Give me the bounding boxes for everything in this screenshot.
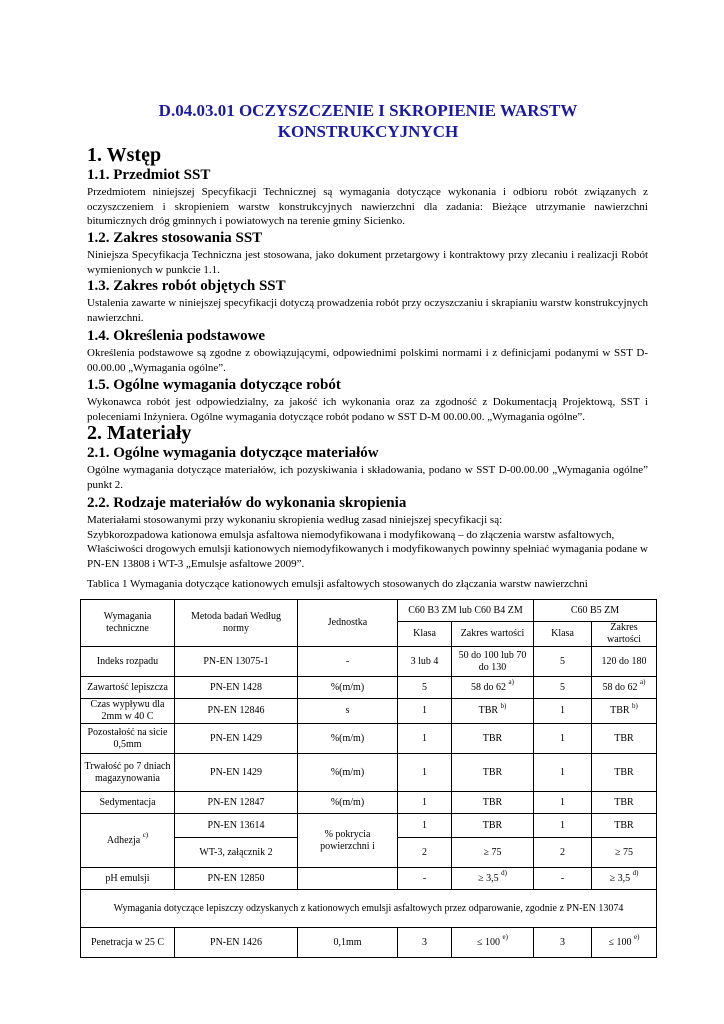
paragraph-1-1: Przedmiotem niniejszej Specyfikacji Technicznej są wymagania dotyczące wykonania i odbioru robót związanych z oczyszczeniem i skropieniem warstw konstrukcyjnych nawierzchni dla zadania: Bieżące utrzymanie nawierzchni bitumicznych dróg gminnych i powiatowych na terenie gminy Sicienko.	[87, 186, 648, 227]
paragraph-2-1: Ogólne wymagania dotyczące materiałów, ich pozyskiwania i składowania, podano w SST D-00.00.00 „Wymagania ogólne” punkt 2.	[87, 464, 648, 491]
cell-klasa: 1	[534, 814, 592, 838]
footnote-mark: e)	[634, 933, 640, 942]
cell-klasa: -	[534, 868, 592, 890]
footnote-mark: d)	[501, 869, 507, 878]
cell-zakres: TBR	[592, 724, 657, 754]
paragraph-1-4: Określenia podstawowe są zgodne z obowiązującymi, odpowiednimi polskimi normami i z definicjami podanymi w SST D-00.00.00 „Wymagania ogólne”.	[87, 347, 648, 374]
cell-klasa: 5	[534, 677, 592, 699]
cell-method: PN-EN 12846	[175, 699, 298, 724]
cell-requirement: Trwałość po 7 dniach magazynowania	[81, 754, 175, 792]
footnote-mark: b)	[632, 701, 638, 710]
cell-method: PN-EN 1429	[175, 724, 298, 754]
cell-klasa: 1	[398, 724, 452, 754]
header-unit: Jednostka	[298, 600, 398, 647]
cell-klasa: 5	[398, 677, 452, 699]
heading-1-5: 1.5. Ogólne wymagania dotyczące robót	[87, 377, 341, 393]
heading-2-2: 2.2. Rodzaje materiałów do wykonania skropienia	[87, 495, 407, 511]
cell-method: PN-EN 1426	[175, 928, 298, 958]
cell-klasa: 1	[534, 754, 592, 792]
cell-requirement: pH emulsji	[81, 868, 175, 890]
table-header-row	[81, 600, 657, 622]
cell-zakres	[592, 699, 657, 724]
cell-klasa: 3	[534, 928, 592, 958]
cell-zakres: TBR	[452, 792, 534, 814]
cell-value: TBR	[610, 705, 630, 716]
heading-1-2: 1.2. Zakres stosowania SST	[87, 230, 263, 246]
header-zakres-2: Zakres wartości	[592, 622, 657, 647]
cell-zakres: 50 do 100 lub 70 do 130	[452, 647, 534, 677]
cell-method: PN-EN 13614	[175, 814, 298, 838]
cell-klasa: 1	[534, 792, 592, 814]
cell-method: WT-3, załącznik 2	[175, 838, 298, 868]
paragraph-2-2-line-3: Właściwości drogowych emulsji kationowych niemodyfikowanych i modyfikowanych powinny spełniać wymagania podane w PN-EN 13808 i WT-3 „Emulsje asfaltowe 2009”.	[87, 543, 648, 570]
cell-requirement: Indeks rozpadu	[81, 647, 175, 677]
cell-zakres	[592, 928, 657, 958]
cell-unit: %(m/m)	[298, 754, 398, 792]
paragraph-1-5: Wykonawca robót jest odpowiedzialny, za jakość ich wykonania oraz za zgodność z Dokumentacją Projektową, SST i poleceniami Inżyniera. Ogólne wymagania dotyczące robót podano w SST D-M 00.00.00. „Wymagania ogólne”.	[87, 396, 648, 423]
cell-klasa: 1	[398, 699, 452, 724]
cell-zakres	[452, 868, 534, 890]
cell-value: ≥ 3,5	[609, 872, 631, 884]
table-row	[81, 724, 657, 754]
cell-value: TBR	[478, 705, 499, 716]
cell-unit: s	[298, 699, 398, 724]
cell-unit: 0,1mm	[298, 928, 398, 958]
cell-zakres	[452, 928, 534, 958]
cell-zakres: 120 do 180	[592, 647, 657, 677]
cell-method: PN-EN 12847	[175, 792, 298, 814]
cell-value: ≤ 100	[477, 936, 501, 948]
heading-2-1: 2.1. Ogólne wymagania dotyczące materiałów	[87, 445, 379, 461]
cell-requirement: Zawartość lepiszcza	[81, 677, 175, 699]
cell-requirement: Pozostałość na sicie 0,5mm	[81, 724, 175, 754]
footnote-mark: a)	[508, 678, 514, 687]
cell-unit: -	[298, 647, 398, 677]
document-title	[80, 100, 656, 142]
requirements-table	[80, 599, 657, 958]
cell-span-note: Wymagania dotyczące lepiszczy odzyskanych z kationowych emulsji asfaltowych przez odparowanie, zgodnie z PN-EN 13074	[81, 890, 657, 928]
cell-zakres: TBR	[592, 792, 657, 814]
table-row	[81, 754, 657, 792]
cell-zakres: ≥ 75	[452, 838, 534, 868]
cell-klasa: 1	[398, 754, 452, 792]
cell-zakres	[592, 677, 657, 699]
title-line-2: KONSTRUKCYJNYCH	[277, 122, 459, 141]
cell-klasa: 1	[534, 699, 592, 724]
table-row	[81, 792, 657, 814]
header-group-2: C60 B5 ZM	[534, 600, 657, 622]
paragraph-1-3: Ustalenia zawarte w niniejszej specyfikacji dotyczą prowadzenia robót przy oczyszczaniu i skrapianiu warstw konstrukcyjnych nawierzchni.	[87, 297, 648, 324]
cell-method: PN-EN 12850	[175, 868, 298, 890]
table-row	[81, 677, 657, 699]
cell-method: PN-EN 1428	[175, 677, 298, 699]
cell-value: ≤ 100	[608, 936, 632, 948]
cell-zakres: TBR	[452, 814, 534, 838]
heading-1-3: 1.3. Zakres robót objętych SST	[87, 278, 286, 294]
table-row	[81, 868, 657, 890]
header-group-1: C60 B3 ZM lub C60 B4 ZM	[398, 600, 534, 622]
table-row	[81, 814, 657, 838]
cell-unit: %(m/m)	[298, 677, 398, 699]
cell-requirement: Penetracja w 25 C	[81, 928, 175, 958]
header-method: Metoda badań Według normy	[175, 600, 298, 647]
cell-unit: %(m/m)	[298, 724, 398, 754]
cell-unit	[298, 868, 398, 890]
cell-method: PN-EN 13075-1	[175, 647, 298, 677]
table-span-row	[81, 890, 657, 928]
cell-klasa: 1	[398, 814, 452, 838]
table-row	[81, 699, 657, 724]
cell-value: ≥ 3,5	[478, 872, 499, 884]
cell-requirement: Sedymentacja	[81, 792, 175, 814]
cell-klasa: 1	[534, 724, 592, 754]
cell-klasa: 2	[534, 838, 592, 868]
heading-section-1: 1. Wstęp	[87, 144, 162, 166]
cell-zakres: TBR	[592, 814, 657, 838]
table-caption: Tablica 1 Wymagania dotyczące kationowych emulsji asfaltowych stosowanych do złączania warstw nawierzchni	[87, 578, 588, 590]
footnote-mark: e)	[502, 933, 508, 942]
cell-zakres: TBR	[452, 754, 534, 792]
footnote-mark: c)	[142, 831, 149, 840]
cell-method: PN-EN 1429	[175, 754, 298, 792]
cell-klasa: 1	[398, 792, 452, 814]
header-zakres-1: Zakres wartości	[452, 622, 534, 647]
header-requirement: Wymagania techniczne	[81, 600, 175, 647]
cell-zakres	[452, 699, 534, 724]
paragraph-2-2-line-1: Materiałami stosowanymi przy wykonaniu skropienia według zasad niniejszej specyfikacji są:	[87, 514, 503, 526]
cell-requirement: Czas wypływu dla 2mm w 40 C	[81, 699, 175, 724]
cell-value: 58 do 62	[471, 681, 507, 693]
header-klasa-1: Klasa	[398, 622, 452, 647]
footnote-mark: d)	[632, 869, 639, 878]
heading-1-1: 1.1. Przedmiot SST	[87, 167, 211, 183]
heading-1-4: 1.4. Określenia podstawowe	[87, 328, 266, 344]
paragraph-2-2-line-2: Szybkorozpadowa kationowa emulsja asfaltowa niemodyfikowana i modyfikowaną – do złączenia warstw asfaltowych,	[87, 528, 615, 541]
cell-klasa: -	[398, 868, 452, 890]
cell-zakres	[452, 677, 534, 699]
header-klasa-2: Klasa	[534, 622, 592, 647]
cell-requirement	[81, 814, 175, 868]
cell-klasa: 5	[534, 647, 592, 677]
cell-unit: %(m/m)	[298, 792, 398, 814]
cell-value: 58 do 62	[602, 681, 638, 693]
paragraph-1-2: Niniejsza Specyfikacja Techniczna jest stosowana, jako dokument przetargowy i kontraktowy przy zlecaniu i realizacji Robót wymienionych w punkcie 1.1.	[87, 249, 648, 276]
cell-klasa: 3	[398, 928, 452, 958]
cell-zakres: TBR	[592, 754, 657, 792]
table-row	[81, 647, 657, 677]
heading-section-2: 2. Materiały	[87, 422, 192, 444]
footnote-mark: a)	[640, 678, 646, 687]
title-line-1: D.04.03.01 OCZYSZCZENIE I SKROPIENIE WARSTW	[158, 101, 578, 120]
footnote-mark: b)	[500, 701, 507, 710]
cell-klasa: 3 lub 4	[398, 647, 452, 677]
cell-value: Adhezja	[106, 834, 141, 846]
table-row	[81, 928, 657, 958]
cell-unit: % pokrycia powierzchni i	[298, 814, 398, 868]
cell-zakres: ≥ 75	[592, 838, 657, 868]
cell-klasa: 2	[398, 838, 452, 868]
cell-zakres: TBR	[452, 724, 534, 754]
cell-zakres	[592, 868, 657, 890]
